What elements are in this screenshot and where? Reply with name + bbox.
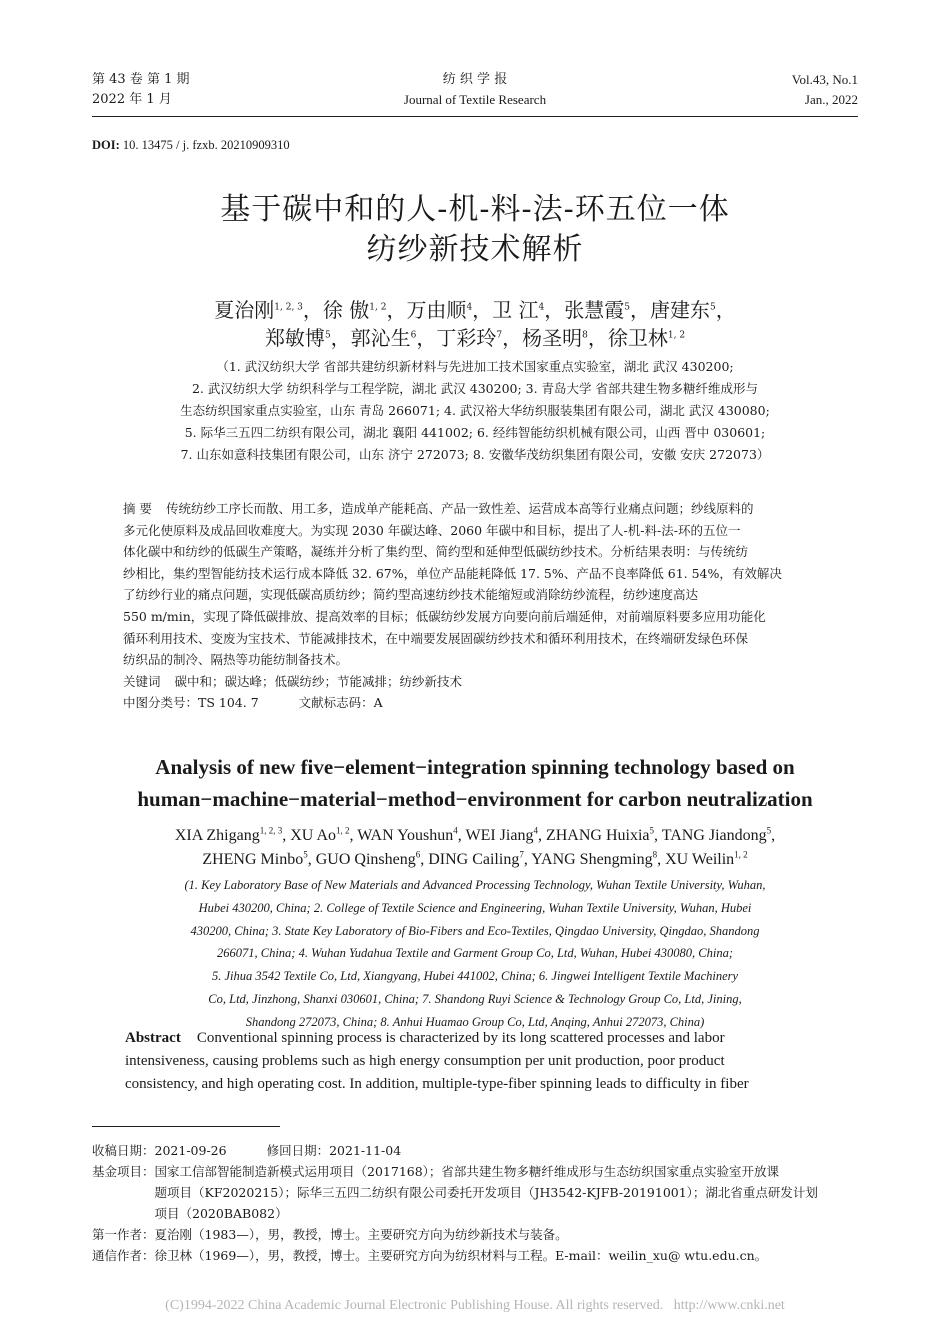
journal-name-en: Journal of Textile Research bbox=[403, 92, 547, 107]
author-name: 徐卫林 bbox=[607, 326, 668, 350]
author-separator: , bbox=[282, 827, 291, 844]
author bbox=[608, 326, 685, 350]
title-cn-line1: 基于碳中和的人-机-料-法-环五位一体 bbox=[220, 192, 730, 227]
keywords-cn-label: 关键词 bbox=[123, 673, 161, 689]
author-affiliation-marker: 7 bbox=[519, 849, 524, 860]
author bbox=[436, 326, 522, 350]
author-separator: ， bbox=[587, 326, 608, 350]
author bbox=[531, 851, 665, 868]
keywords-cn-value: 碳中和；碳达峰；低碳纺纱；节能减排；纺纱新技术 bbox=[174, 673, 463, 689]
affiliation-en-line: Co, Ltd, Jinzhong, Shanxi 030601, China; 7. Shandong Ruyi Science & Technology Group Co, Ltd, Jining, bbox=[208, 991, 742, 1006]
author bbox=[665, 851, 748, 868]
affiliation-en-line: (1. Key Laboratory Base of New Materials and Advanced Processing Technology, Wuhan Textile University, Wuhan, bbox=[184, 878, 766, 892]
author-separator: , bbox=[771, 827, 776, 844]
authors-cn-line1 bbox=[60, 296, 890, 324]
author-separator: ， bbox=[544, 298, 565, 322]
author-affiliation-marker: 8 bbox=[582, 330, 588, 341]
author-name: WEI Jiang bbox=[465, 827, 534, 844]
author-name: XIA Zhigang bbox=[174, 827, 260, 844]
author-affiliation-marker: 7 bbox=[496, 330, 503, 341]
author-affiliation-marker: 1, 2 bbox=[369, 302, 387, 313]
abstract-en-label: Abstract bbox=[125, 1030, 181, 1046]
copyright-notice: (C)1994-2022 China Academic Journal Electronic Publishing House. All rights reserved. http://www.cnki.net bbox=[165, 1298, 785, 1313]
classification-cn bbox=[123, 692, 828, 714]
corresponding-value: 徐卫林（1969—），男，教授，博士。主要研究方向为纺织材料与工程。E-mail：weilin_xu@ wtu.edu.cn。 bbox=[154, 1248, 768, 1263]
affiliation-en-line: 430200, China; 3. State Key Laboratory of Bio-Fibers and Eco-Textiles, Qingdao University, Qingdao, Shandong bbox=[190, 923, 760, 938]
affiliation-cn-line: 5. 际华三五四二纺织有限公司，湖北 襄阳 441002; 6. 经纬智能纺织机械有限公司，山西 晋中 030601; bbox=[184, 425, 766, 440]
author-separator: , bbox=[654, 827, 662, 844]
issue-date-en: Jan., 2022 bbox=[804, 92, 858, 107]
affiliation-cn-line: （1. 武汉纺织大学 省部共建纺织新材料与先进加工技术国家重点实验室，湖北 武汉 430200; bbox=[216, 359, 734, 374]
author-name: 张慧霞 bbox=[564, 298, 625, 322]
author-name: 卫 江 bbox=[492, 298, 539, 322]
author-affiliation-marker: 6 bbox=[415, 849, 421, 860]
author-separator: , bbox=[657, 851, 666, 868]
fund-text bbox=[155, 1161, 818, 1224]
author-affiliation-marker: 6 bbox=[410, 330, 417, 341]
abstract-cn-line: 摘 要 传统纺纱工序长而散、用工多，造成单产能耗高、产品一致性差、运营成本高等行业痛点问题；纱线原料的 bbox=[123, 501, 754, 516]
affiliation-en-line: Hubei 430200, China; 2. College of Textile Science and Engineering, Wuhan Textile University, Wuhan, Hubei bbox=[198, 900, 752, 915]
revised-value: 2021-11-04 bbox=[329, 1143, 402, 1158]
author-name: ZHENG Minbo bbox=[202, 851, 304, 868]
affiliation-cn-line: 7. 山东如意科技集团有限公司，山东 济宁 272073; 8. 安徽华茂纺织集团有限公司，安徽 安庆 272073） bbox=[180, 447, 770, 462]
author bbox=[564, 298, 650, 322]
title-cn-line2: 纺纱新技术解析 bbox=[366, 232, 584, 267]
authors-cn-line2 bbox=[60, 324, 890, 352]
revised-label: 修回日期： bbox=[266, 1143, 330, 1158]
fund-line: 题项目（KF2020215）；际华三五四二纺织有限公司委托开发项目（JH3542-KJFB-20191001）；湖北省重点研发计划 bbox=[154, 1185, 818, 1200]
author-separator: , bbox=[349, 827, 358, 844]
author-name: 丁彩玲 bbox=[436, 326, 497, 350]
dates bbox=[92, 1140, 872, 1161]
author-separator: ， bbox=[416, 326, 437, 350]
abstract-en-line: consistency, and high operating cost. In addition, multiple-type-fiber spinning leads to difficulty in fiber bbox=[125, 1076, 749, 1092]
journal-name-cn: 纺 织 学 报 bbox=[442, 72, 508, 87]
author-affiliation-marker: 5 bbox=[649, 825, 654, 836]
author bbox=[465, 827, 545, 844]
author bbox=[214, 298, 323, 322]
footnotes bbox=[92, 1140, 872, 1266]
author-affiliation-marker: 4 bbox=[466, 302, 473, 313]
affiliation-cn-line: 生态纺织国家重点实验室，山东 青岛 266071; 4. 武汉裕大华纺织服装集团有限公司，湖北 武汉 430080; bbox=[180, 403, 770, 418]
journal-issue bbox=[92, 70, 189, 110]
author-affiliation-marker: 4 bbox=[453, 825, 458, 836]
title-en bbox=[40, 751, 910, 815]
author-separator: ， bbox=[386, 298, 407, 322]
journal-volume-en bbox=[792, 70, 858, 110]
author-affiliation-marker: 1, 2 bbox=[336, 825, 350, 836]
author-name: 万由顺 bbox=[406, 298, 467, 322]
author-affiliation-marker: 1, 2 bbox=[667, 330, 686, 341]
author-name: 郭沁生 bbox=[350, 326, 411, 350]
abstract-cn-line: 体化碳中和纺纱的低碳生产策略，凝练并分析了集约型、简约型和延伸型低碳纺纱技术。分析结果表明：与传统纺 bbox=[123, 544, 749, 560]
author bbox=[175, 827, 290, 844]
doi bbox=[92, 138, 290, 153]
keywords-cn bbox=[123, 671, 828, 693]
first-author bbox=[92, 1224, 872, 1245]
abstract-cn-line: 多元化使原料及成品回收难度大。为实现 2030 年碳达峰、2060 年碳中和目标，提出了人-机-料-法-环的五位一 bbox=[123, 522, 741, 538]
author-name: ZHANG Huixia bbox=[545, 827, 650, 844]
first-author-value: 夏治刚（1983—），男，教授，博士。主要研究方向为纺纱新技术与装备。 bbox=[154, 1227, 568, 1242]
author-affiliation-marker: 5 bbox=[303, 849, 308, 860]
author bbox=[357, 827, 465, 844]
abstract-en-line: intensiveness, causing problems such as high energy consumption per unit production, poor product bbox=[125, 1053, 725, 1069]
author bbox=[265, 326, 351, 350]
author-affiliation-marker: 4 bbox=[538, 302, 545, 313]
author bbox=[546, 827, 662, 844]
author-name: YANG Shengming bbox=[531, 851, 653, 868]
first-author-label: 第一作者： bbox=[92, 1227, 155, 1242]
author bbox=[202, 851, 315, 868]
author-separator: , bbox=[307, 851, 316, 868]
author-affiliation-marker: 5 bbox=[766, 825, 772, 836]
author bbox=[323, 298, 407, 322]
authors-en-line1 bbox=[60, 824, 890, 848]
author-affiliation-marker: 1, 2 bbox=[734, 849, 748, 860]
received-label: 收稿日期： bbox=[92, 1143, 155, 1158]
author-separator: , bbox=[457, 827, 466, 844]
author-name: DING Cailing bbox=[428, 851, 520, 868]
corresponding-author bbox=[92, 1245, 872, 1266]
issue-date-cn: 2022 年 1 月 bbox=[92, 92, 172, 107]
abstract-cn bbox=[123, 498, 828, 714]
fund bbox=[92, 1161, 872, 1224]
author-affiliation-marker: 5 bbox=[324, 330, 331, 341]
author-affiliation-marker: 5 bbox=[710, 302, 716, 313]
doi-value: 10. 13475 / j. fzxb. 20210909310 bbox=[119, 138, 290, 152]
volume-issue-en: Vol.43, No.1 bbox=[791, 72, 858, 87]
fund-label: 基金项目： bbox=[92, 1164, 155, 1179]
affiliation-cn-line: 2. 武汉纺织大学 纺织科学与工程学院，湖北 武汉 430200; 3. 青岛大学 省部共建生物多糖纤维成形与 bbox=[191, 381, 759, 396]
affiliation-en-line: Shandong 272073, China; 8. Anhui Huamao Group Co, Ltd, Anqing, Anhui 272073, China) bbox=[245, 1014, 705, 1029]
author-separator: ， bbox=[630, 298, 650, 322]
abstract-en bbox=[125, 1027, 827, 1096]
author-name: 郑敏博 bbox=[264, 326, 325, 350]
author-affiliation-marker: 1, 2, 3 bbox=[274, 302, 303, 313]
author-separator: ， bbox=[715, 298, 736, 322]
abstract-cn-line: 550 m/min，实现了降低碳排放、提高效率的目标；低碳纺纱发展方向要向前后端延伸，对前端原料要多应用功能化 bbox=[123, 608, 766, 624]
author-separator: ， bbox=[330, 326, 351, 350]
author-separator: , bbox=[523, 851, 532, 868]
received-value: 2021-09-26 bbox=[154, 1143, 227, 1158]
author bbox=[650, 298, 736, 322]
abstract-cn-label: 摘 要 bbox=[123, 501, 152, 516]
author bbox=[290, 827, 357, 844]
author-separator: , bbox=[420, 851, 429, 868]
author-affiliation-marker: 1, 2, 3 bbox=[259, 825, 283, 836]
header-rule bbox=[92, 116, 858, 117]
fund-line: 国家工信部智能制造新模式运用项目（2017168）；省部共建生物多糖纤维成形与生态纺织国家重点实验室开放课 bbox=[154, 1164, 779, 1179]
abstract-cn-line: 纺织品的制冷、隔热等功能纺制备技术。 bbox=[123, 652, 349, 668]
clc-label: 中图分类号： bbox=[123, 695, 199, 711]
affiliation-en-line: 266071, China; 4. Wuhan Yudahua Textile and Garment Group Co, Ltd, Wuhan, Hubei 430080, China; bbox=[217, 946, 733, 961]
title-en-line2: human−machine−material−method−environment for carbon neutralization bbox=[137, 787, 813, 811]
authors-en bbox=[60, 824, 890, 872]
author-name: XU Weilin bbox=[665, 851, 735, 868]
author bbox=[351, 326, 437, 350]
author-name: TANG Jiandong bbox=[661, 827, 767, 844]
doc-code-label: 文献标志码： bbox=[298, 695, 374, 711]
author-affiliation-marker: 4 bbox=[533, 825, 538, 836]
doi-label: DOI: bbox=[92, 138, 120, 152]
corresponding-label: 通信作者： bbox=[92, 1248, 155, 1263]
affiliation-en-line: 5. Jihua 3542 Textile Co, Ltd, Xiangyang, Hubei 441002, China; 6. Jingwei Intelligent Textile Machinery bbox=[211, 969, 739, 984]
author-separator: ， bbox=[472, 298, 493, 322]
title-cn bbox=[0, 190, 950, 270]
author-separator: , bbox=[537, 827, 546, 844]
author bbox=[522, 326, 608, 350]
abstract-en-line: Abstract Conventional spinning process is characterized by its long scattered processes and labor bbox=[125, 1030, 725, 1046]
affiliations-en bbox=[92, 874, 858, 1034]
doc-code-value: A bbox=[373, 695, 383, 711]
author-separator: ， bbox=[302, 298, 323, 322]
author bbox=[662, 827, 775, 844]
clc-value: TS 104. 7 bbox=[198, 695, 259, 711]
author-name: 徐 傲 bbox=[322, 298, 370, 322]
author bbox=[492, 298, 564, 322]
author-name: 夏治刚 bbox=[214, 298, 275, 322]
authors-cn bbox=[60, 296, 890, 352]
abstract-cn-line: 纱相比，集约型智能纺技术运行成本降低 32. 67%，单位产品能耗降低 17. 5%、产品不良率降低 61. 54%，有效解决 bbox=[123, 565, 782, 581]
author bbox=[316, 851, 429, 868]
author-affiliation-marker: 8 bbox=[652, 849, 658, 860]
author-name: XU Ao bbox=[290, 827, 336, 844]
title-en-line1: Analysis of new five−element−integration spinning technology based on bbox=[155, 755, 795, 779]
author-name: 唐建东 bbox=[650, 298, 710, 322]
author bbox=[428, 851, 531, 868]
affiliations-cn bbox=[92, 356, 858, 466]
author-separator: ， bbox=[502, 326, 523, 350]
author-affiliation-marker: 5 bbox=[624, 302, 630, 313]
authors-en-line2 bbox=[60, 848, 890, 872]
fund-line: 项目（2020BAB082） bbox=[154, 1206, 288, 1221]
abstract-cn-line: 了纺纱行业的痛点问题，实现低碳高质纺纱；简约型高速纺纱技术能缩短或消除纺纱流程，纺纱速度高达 bbox=[123, 587, 699, 603]
author-name: 杨圣明 bbox=[522, 326, 583, 350]
author bbox=[406, 298, 492, 322]
volume-issue: 第 43 卷 第 1 期 bbox=[92, 72, 190, 87]
author-name: GUO Qinsheng bbox=[315, 851, 416, 868]
journal-name bbox=[325, 70, 625, 110]
author-name: WAN Youshun bbox=[357, 827, 454, 844]
footnote-rule bbox=[92, 1126, 280, 1127]
abstract-cn-line: 循环利用技术、变废为宝技术、节能减排技术，在中端要发展固碳纺纱技术和循环利用技术，在终端研发绿色环保 bbox=[123, 630, 749, 646]
